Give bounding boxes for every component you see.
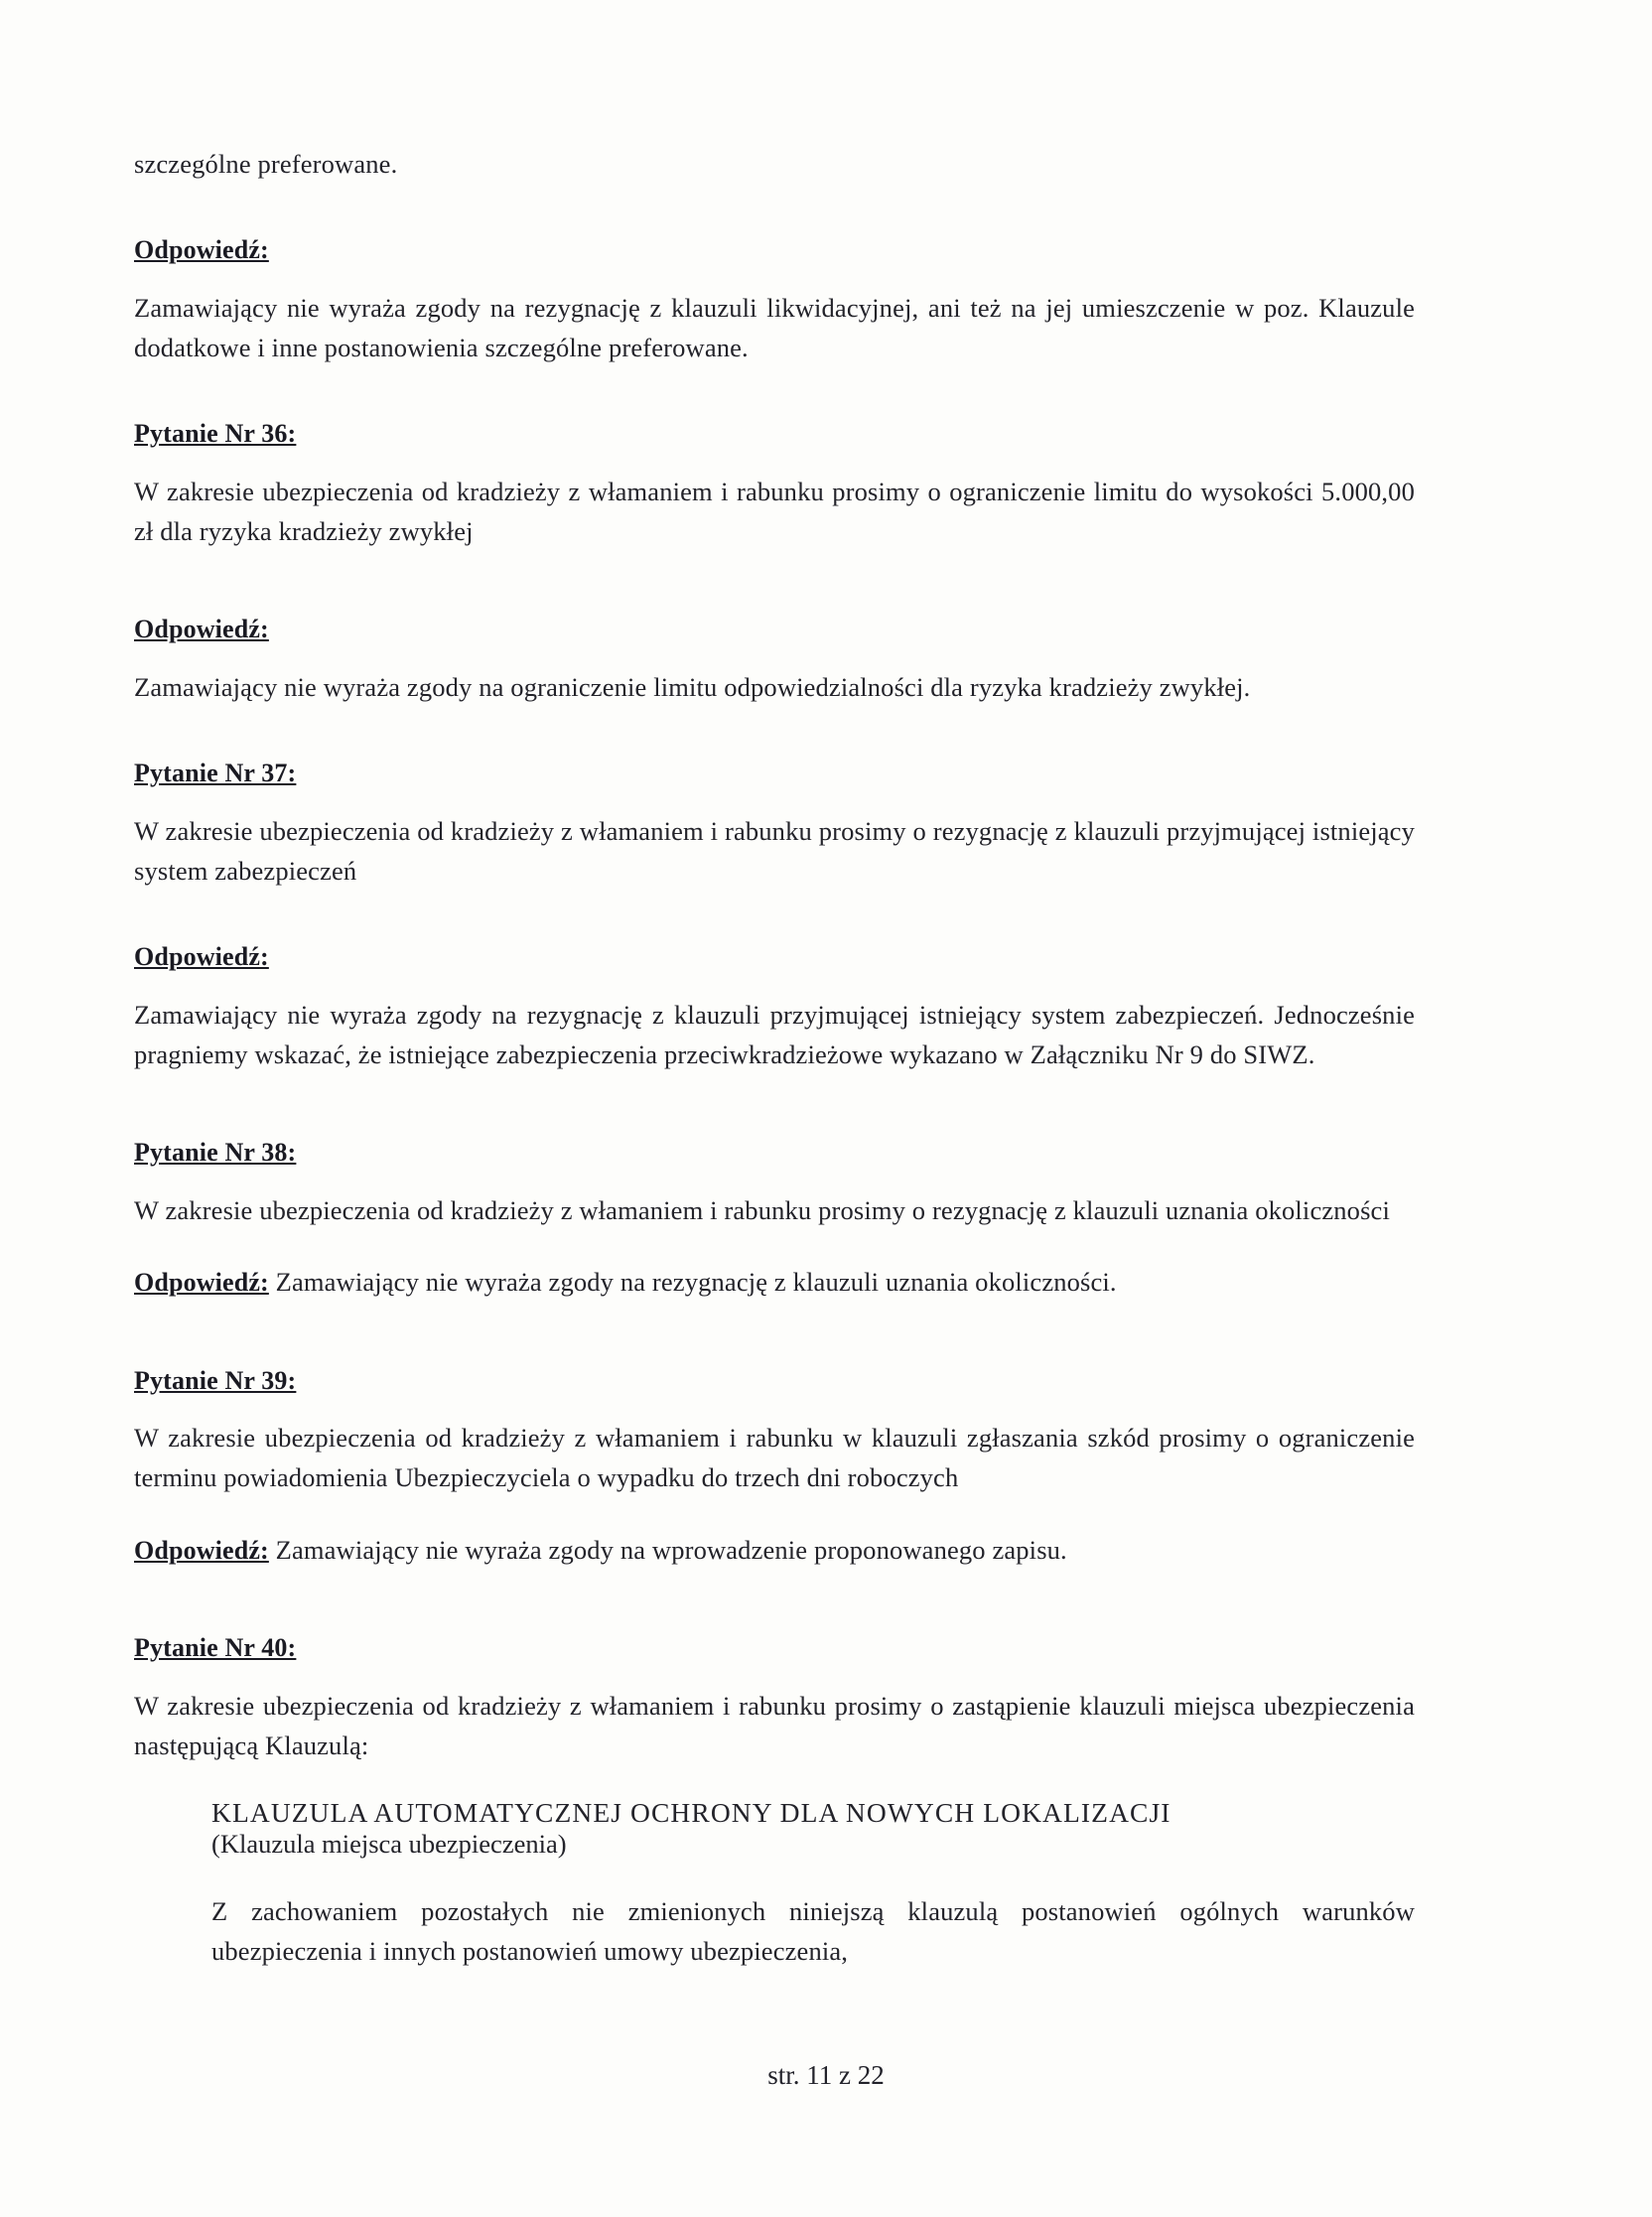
answer-text-38: Zamawiający nie wyraża zgody na rezygnację z klauzuli uznania okoliczności. <box>268 1267 1117 1298</box>
answer-label-text: Odpowiedź: <box>134 1535 269 1565</box>
question-heading-text: Pytanie Nr 37: <box>134 759 297 788</box>
answer-text-39: Zamawiający nie wyraża zgody na wprowadzenie proponowanego zapisu. <box>268 1534 1067 1565</box>
answer-label-37 <box>134 936 1415 977</box>
page-footer: str. 11 z 22 <box>767 2060 885 2090</box>
question-heading-39 <box>134 1360 1415 1401</box>
question-text-40: W zakresie ubezpieczenia od kradzieży z włamaniem i rabunku prosimy o zastąpienie klauzuli miejsca ubezpieczenia następującą Klauzulą: <box>134 1690 1415 1760</box>
question-heading-36 <box>134 413 1415 454</box>
answer-label-text: Odpowiedź: <box>134 235 269 265</box>
question-heading-text: Pytanie Nr 39: <box>134 1365 297 1395</box>
intro-paragraph: szczególne preferowane. <box>134 149 398 179</box>
answer-label-text: Odpowiedź: <box>134 942 269 972</box>
answer-label-text: Odpowiedź: <box>134 1268 269 1298</box>
question-text-37: W zakresie ubezpieczenia od kradzieży z włamaniem i rabunku prosimy o rezygnację z klauzuli przyjmującej istniejący system zabezpieczeń <box>134 815 1415 886</box>
clause-title: KLAUZULA AUTOMATYCZNEJ OCHRONY DLA NOWYCH LOKALIZACJI <box>211 1797 1171 1829</box>
answer-label-0 <box>134 229 1415 270</box>
answer-39 <box>134 1530 1415 1571</box>
clause-subtitle: (Klauzula miejsca ubezpieczenia) <box>211 1829 567 1860</box>
answer-text-0: Zamawiający nie wyraża zgody na rezygnację z klauzuli likwidacyjnej, ani też na jej umieszczenie w poz. Klauzule dodatkowe i inne postanowienia szczególne preferowane. <box>134 292 1415 363</box>
question-text-36: W zakresie ubezpieczenia od kradzieży z włamaniem i rabunku prosimy o ograniczenie limitu do wysokości 5.000,00 zł dla ryzyka kradzieży zwykłej <box>134 476 1415 547</box>
answer-label-text: Odpowiedź: <box>134 615 269 644</box>
question-text-38: W zakresie ubezpieczenia od kradzieży z włamaniem i rabunku prosimy o rezygnację z klauzuli uznania okoliczności <box>134 1194 1390 1225</box>
answer-text-36: Zamawiający nie wyraża zgody na ograniczenie limitu odpowiedzialności dla ryzyka kradzieży zwykłej. <box>134 671 1251 702</box>
question-text-39: W zakresie ubezpieczenia od kradzieży z włamaniem i rabunku w klauzuli zgłaszania szkód prosimy o ograniczenie terminu powiadomienia Ubezpieczyciela o wypadku do trzech dni roboczych <box>134 1423 1415 1493</box>
question-heading-text: Pytanie Nr 36: <box>134 419 297 449</box>
question-heading-text: Pytanie Nr 40: <box>134 1633 297 1663</box>
answer-label-36 <box>134 609 1415 649</box>
question-heading-text: Pytanie Nr 38: <box>134 1138 297 1168</box>
clause-body: Z zachowaniem pozostałych nie zmienionych niniejszą klauzulą postanowień ogólnych warunków ubezpieczenia i innych postanowień umowy ubezpieczenia, <box>211 1896 1415 1967</box>
answer-38 <box>134 1262 1415 1303</box>
question-heading-37 <box>134 753 1415 793</box>
question-heading-40 <box>134 1627 1415 1668</box>
answer-text-37: Zamawiający nie wyraża zgody na rezygnację z klauzuli przyjmującej istniejący system zabezpieczeń. Jednocześnie pragniemy wskazać, że istniejące zabezpieczenia przeciwkradzieżowe wykazano w Załączniku Nr 9 do SIWZ. <box>134 999 1415 1069</box>
page-content <box>134 144 1415 1972</box>
question-heading-38 <box>134 1132 1415 1173</box>
clause-block <box>134 1797 1415 1972</box>
